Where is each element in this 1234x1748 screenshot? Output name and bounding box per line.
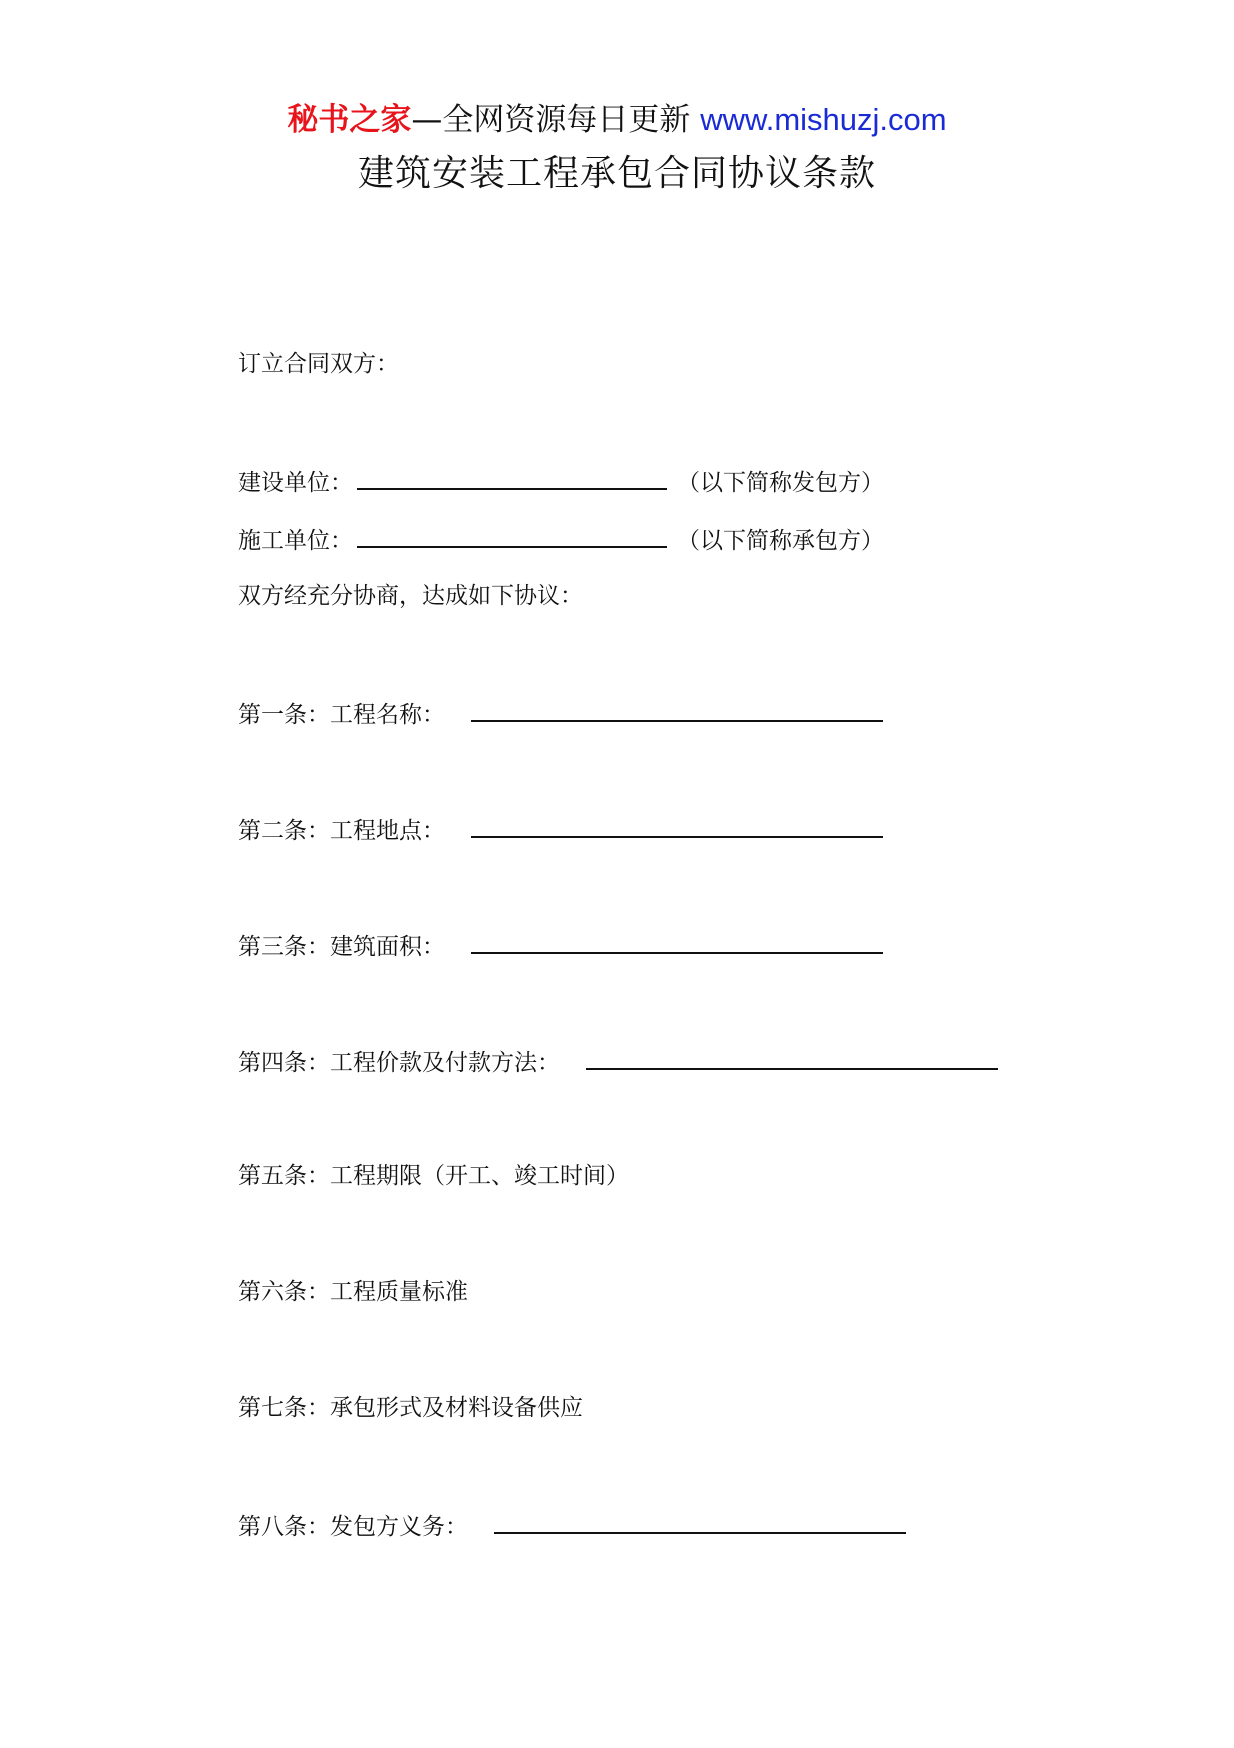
- article-1: [238, 696, 883, 731]
- site-header: [0, 100, 1234, 140]
- document-title: 建筑安装工程承包合同协议条款: [357, 153, 876, 194]
- article-3-blank: [471, 928, 883, 954]
- contractor-line: [238, 522, 884, 557]
- article-8-label: 第八条：发包方义务：: [238, 1514, 468, 1540]
- builder-line: [238, 464, 884, 499]
- article-1-blank: [471, 696, 883, 722]
- builder-label: 建设单位：: [238, 470, 353, 496]
- article-4-blank: [586, 1044, 998, 1070]
- builder-blank: [357, 464, 667, 490]
- article-3: [238, 928, 883, 963]
- site-brand: 秘书之家: [287, 102, 412, 138]
- parties-intro: [238, 348, 399, 380]
- article-4: [238, 1044, 998, 1079]
- article-6: [238, 1276, 468, 1308]
- site-slogan: —全网资源每日更新: [411, 102, 691, 138]
- article-4-label: 第四条：工程价款及付款方法：: [238, 1050, 560, 1076]
- contractor-note: （以下简称承包方）: [677, 528, 884, 554]
- article-5-label: 第五条：工程期限（开工、竣工时间）: [238, 1163, 629, 1189]
- article-5: [238, 1160, 629, 1192]
- agreement-intro-text: 双方经充分协商，达成如下协议：: [238, 583, 583, 609]
- contractor-blank: [357, 522, 667, 548]
- article-8: [238, 1508, 906, 1543]
- article-2: [238, 812, 883, 847]
- parties-intro-text: 订立合同双方：: [238, 351, 399, 377]
- article-7: [238, 1392, 583, 1424]
- contractor-label: 施工单位：: [238, 528, 353, 554]
- article-2-label: 第二条：工程地点：: [238, 818, 445, 844]
- article-2-blank: [471, 812, 883, 838]
- article-1-label: 第一条：工程名称：: [238, 702, 445, 728]
- article-7-label: 第七条：承包形式及材料设备供应: [238, 1395, 583, 1421]
- builder-note: （以下简称发包方）: [677, 470, 884, 496]
- agreement-intro: [238, 580, 583, 612]
- article-6-label: 第六条：工程质量标准: [238, 1279, 468, 1305]
- article-8-blank: [494, 1508, 906, 1534]
- site-url-link[interactable]: www.mishuzj.com: [700, 102, 947, 137]
- article-3-label: 第三条：建筑面积：: [238, 934, 445, 960]
